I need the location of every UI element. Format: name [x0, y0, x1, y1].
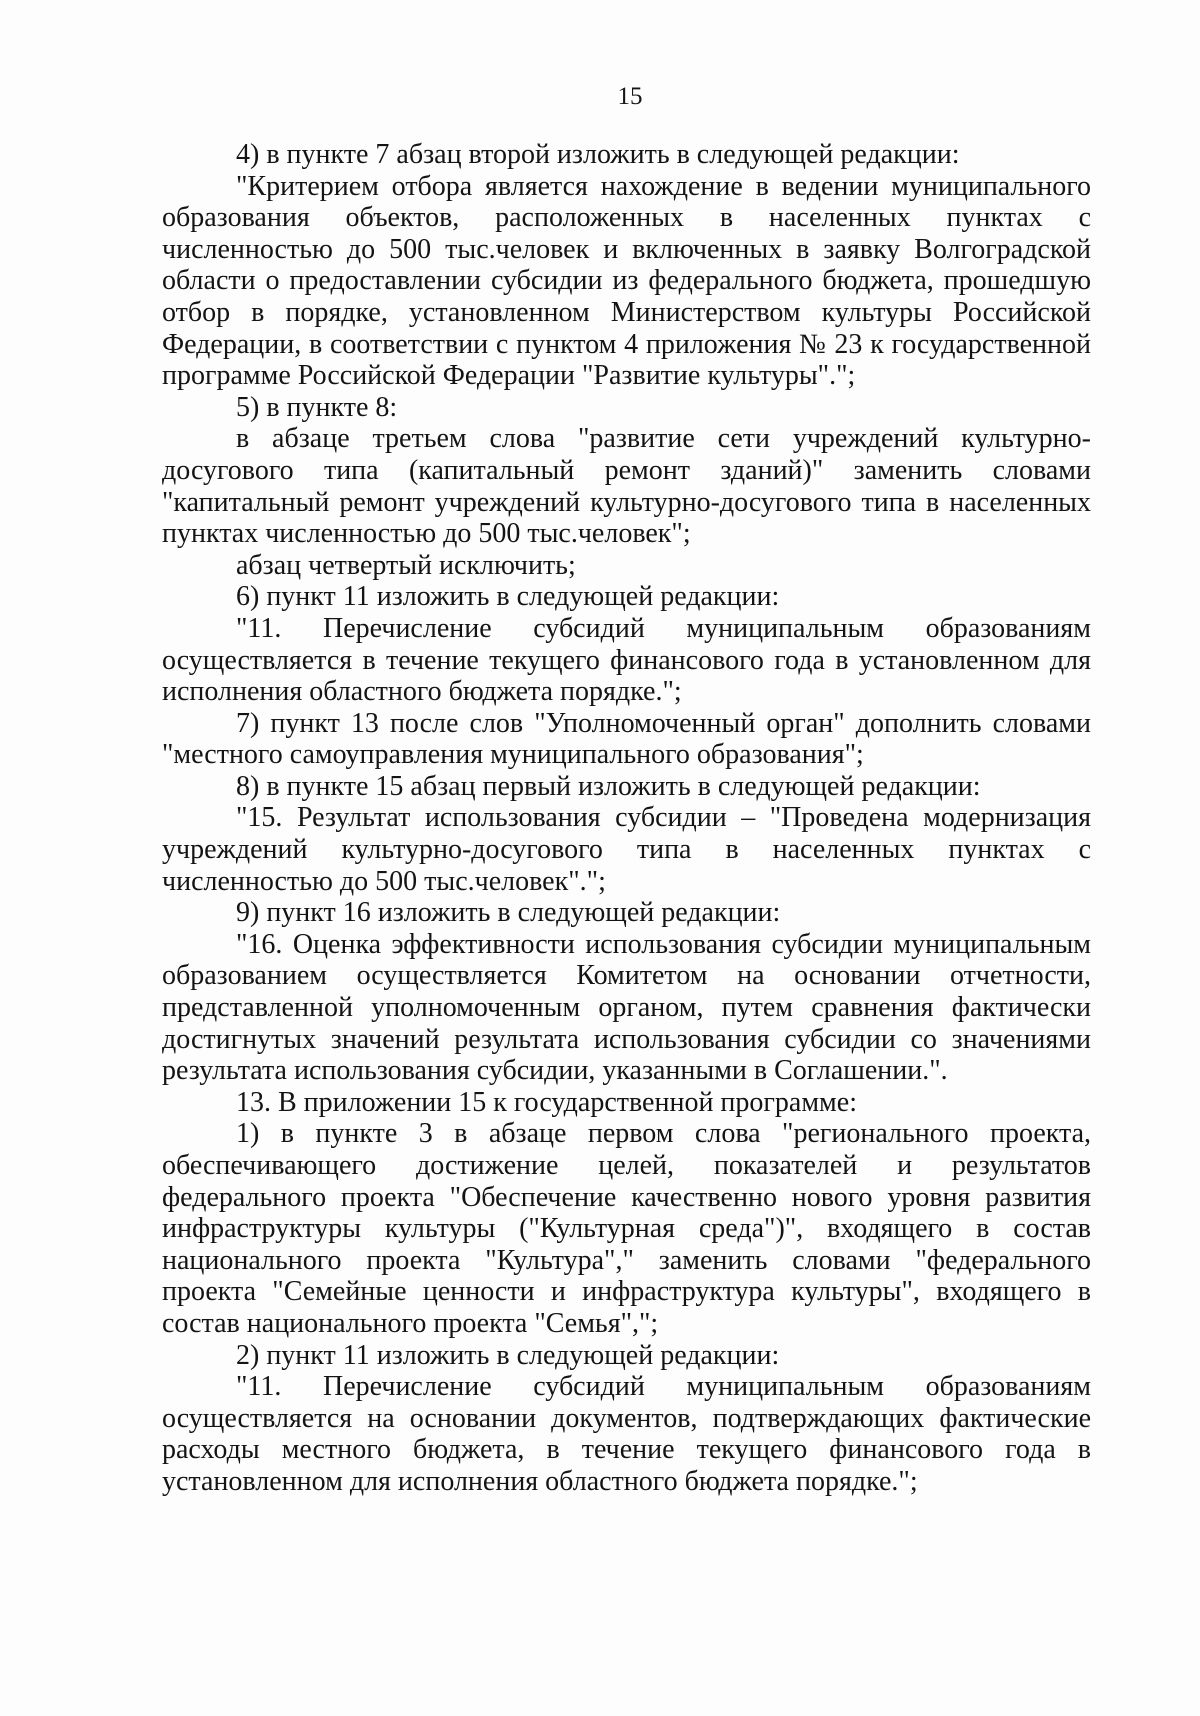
page-number: 15	[617, 83, 643, 110]
document-body	[162, 139, 1091, 1498]
paragraph: 2) пункт 11 изложить в следующей редакции:	[236, 1339, 780, 1371]
paragraph: 5) в пункте 8:	[236, 391, 398, 423]
paragraph: 4) в пункте 7 абзац второй изложить в следующей редакции:	[236, 139, 960, 170]
paragraph: 13. В приложении 15 к государственной программе:	[236, 1086, 857, 1118]
paragraph: 9) пункт 16 изложить в следующей редакции:	[236, 897, 781, 929]
paragraph: "16. Оценка эффективности использования субсидии муниципальным образованием осуществляется Комитетом на основании отчетности, представленной уполномоченным органом, путем сравнения фактически достигнутых значений результата использования субсидии со значениями результата использования субсидии, указанными в Соглашении.".	[162, 928, 1091, 1087]
paragraph: "15. Результат использования субсидии – "Проведена модернизация учреждений культурно-досугового типа в населенных пунктах с численностью до 500 тыс.человек".";	[162, 802, 1091, 897]
paragraph: 6) пункт 11 изложить в следующей редакции:	[236, 581, 780, 613]
paragraph: 8) в пункте 15 абзац первый изложить в следующей редакции:	[236, 770, 981, 802]
paragraph: 1) в пункте 3 в абзаце первом слова "регионального проекта, обеспечивающего достижение целей, показателей и результатов федерального проекта "Обеспечение качественно нового уровня развития инфраструктуры культуры ("Культурная среда")", входящего в состав национального проекта "Культура"," заменить словами "федерального проекта "Семейные ценности и инфраструктура культуры", входящего в состав национального проекта "Семья",";	[162, 1118, 1091, 1339]
paragraph: в абзаце третьем слова "развитие сети учреждений культурно-досугового типа (капитальный ремонт зданий)" заменить словами "капитальный ремонт учреждений культурно-досугового типа в населенных пунктах численностью до 500 тыс.человек";	[162, 423, 1091, 550]
paragraph: "11. Перечисление субсидий муниципальным образованиям осуществляется на основании документов, подтверждающих фактические расходы местного бюджета, в течение текущего финансового года в установленном для исполнения областного бюджета порядке.";	[162, 1371, 1091, 1497]
paragraph: 7) пункт 13 после слов "Уполномоченный орган" дополнить словами "местного самоуправления муниципального образования";	[162, 707, 1091, 771]
paragraph: абзац четвертый исключить;	[236, 549, 576, 581]
paragraph: "11. Перечисление субсидий муниципальным образованиям осуществляется в течение текущего финансового года в установленном для исполнения областного бюджета порядке.";	[162, 612, 1091, 708]
paragraph: "Критерием отбора является нахождение в ведении муниципального образования объектов, расположенных в населенных пунктах с численностью до 500 тыс.человек и включенных в заявку Волгоградской области о предоставлении субсидии из федерального бюджета, прошедшую отбор в порядке, установленном Министерством культуры Российской Федерации, в соответствии с пунктом 4 приложения № 23 к государственной программе Российской Федерации "Развитие культуры".";	[162, 170, 1091, 392]
